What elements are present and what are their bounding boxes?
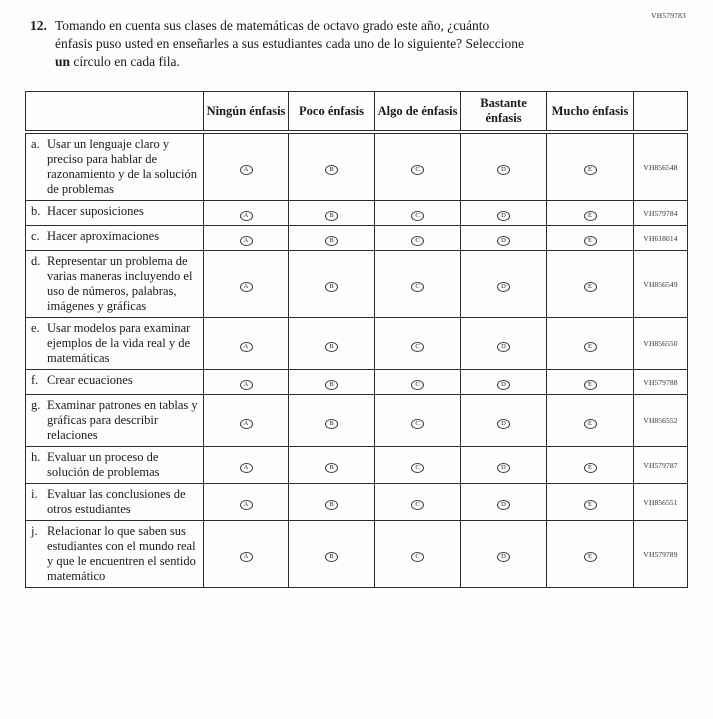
answer-bubble-b[interactable]: B [325, 419, 338, 429]
option-cell [289, 484, 375, 521]
option-cell [289, 370, 375, 395]
answer-bubble-e[interactable]: E [584, 236, 597, 246]
row-text: Relacionar lo que saben sus estudiantes con el mundo real y que le encuentren el sentido matemático [47, 524, 196, 583]
question-bold-word: un [55, 54, 71, 69]
option-cell [547, 318, 634, 370]
table-row [26, 395, 688, 447]
option-cell [547, 447, 634, 484]
option-cell [375, 395, 461, 447]
option-cell [375, 226, 461, 251]
option-cell [204, 370, 289, 395]
option-cell [375, 201, 461, 226]
header-poco-enfasis: Poco énfasis [289, 92, 375, 133]
question-number: 12. [30, 18, 47, 33]
option-cell [461, 318, 547, 370]
option-cell [204, 201, 289, 226]
option-cell [204, 251, 289, 318]
option-cell [204, 395, 289, 447]
answer-bubble-e[interactable]: E [584, 380, 597, 390]
table-row [26, 226, 688, 251]
table-body [26, 132, 688, 588]
answer-bubble-e[interactable]: E [584, 500, 597, 510]
table-row [26, 251, 688, 318]
header-empty-cell [26, 92, 204, 133]
option-cell [375, 484, 461, 521]
row-statement [26, 447, 204, 484]
answer-bubble-c[interactable]: C [411, 211, 424, 221]
row-text: Usar un lenguaje claro y preciso para hablar de razonamiento y de la solución de problemas [47, 137, 197, 196]
answer-bubble-e[interactable]: E [584, 342, 597, 352]
page-accession-code: VH579783 [651, 11, 686, 20]
answer-bubble-a[interactable]: A [240, 500, 253, 510]
row-letter: b. [31, 204, 41, 218]
option-cell [461, 395, 547, 447]
option-cell [289, 251, 375, 318]
option-cell [461, 447, 547, 484]
option-cell [289, 226, 375, 251]
answer-bubble-b[interactable]: B [325, 380, 338, 390]
question-text [55, 17, 524, 71]
row-statement [26, 251, 204, 318]
answer-bubble-d[interactable]: D [497, 419, 510, 429]
answer-bubble-b[interactable]: B [325, 165, 338, 175]
answer-bubble-b[interactable]: B [325, 211, 338, 221]
answer-bubble-a[interactable]: A [240, 463, 253, 473]
answer-bubble-a[interactable]: A [240, 165, 253, 175]
answer-bubble-c[interactable]: C [411, 236, 424, 246]
row-code: VH579788 [634, 370, 688, 395]
option-cell [461, 484, 547, 521]
row-text: Usar modelos para examinar ejemplos de la vida real y de matemáticas [47, 321, 191, 365]
answer-bubble-b[interactable]: B [325, 463, 338, 473]
option-cell [204, 521, 289, 588]
option-cell [547, 370, 634, 395]
option-cell [289, 447, 375, 484]
answer-bubble-e[interactable]: E [584, 211, 597, 221]
option-cell [289, 521, 375, 588]
table-row [26, 318, 688, 370]
answer-bubble-c[interactable]: C [411, 463, 424, 473]
table-row [26, 484, 688, 521]
option-cell [547, 132, 634, 201]
emphasis-matrix-table [25, 91, 688, 588]
option-cell [204, 447, 289, 484]
row-letter: f. [31, 373, 39, 387]
table-header-row [26, 92, 688, 133]
row-letter: d. [31, 254, 41, 268]
answer-bubble-a[interactable]: A [240, 552, 253, 562]
option-cell [461, 370, 547, 395]
answer-bubble-c[interactable]: C [411, 500, 424, 510]
row-text: Hacer suposiciones [47, 204, 144, 218]
question-line-3-rest: círculo en cada fila. [70, 54, 180, 69]
answer-bubble-d[interactable]: D [497, 500, 510, 510]
row-text: Representar un problema de varias maneras incluyendo el uso de números, palabras, imágenes y gráficas [47, 254, 193, 313]
row-statement [26, 484, 204, 521]
table-row [26, 370, 688, 395]
answer-bubble-b[interactable]: B [325, 552, 338, 562]
row-letter: i. [31, 487, 38, 501]
row-statement [26, 226, 204, 251]
option-cell [547, 521, 634, 588]
question-line-1: Tomando en cuenta sus clases de matemáticas de octavo grado este año, ¿cuánto [55, 18, 490, 33]
option-cell [547, 484, 634, 521]
row-text: Examinar patrones en tablas y gráficas para describir relaciones [47, 398, 198, 442]
header-bastante-enfasis: Bastante énfasis [461, 92, 547, 133]
answer-bubble-d[interactable]: D [497, 380, 510, 390]
option-cell [375, 132, 461, 201]
option-cell [289, 318, 375, 370]
header-ningun-enfasis: Ningún énfasis [204, 92, 289, 133]
option-cell [547, 395, 634, 447]
row-statement [26, 370, 204, 395]
answer-bubble-e[interactable]: E [584, 463, 597, 473]
answer-bubble-b[interactable]: B [325, 282, 338, 292]
answer-bubble-c[interactable]: C [411, 342, 424, 352]
option-cell [375, 251, 461, 318]
answer-bubble-c[interactable]: C [411, 552, 424, 562]
row-code: VH856549 [634, 251, 688, 318]
answer-bubble-a[interactable]: A [240, 211, 253, 221]
option-cell [204, 318, 289, 370]
row-code: VH618014 [634, 226, 688, 251]
question-line-3 [55, 53, 524, 71]
row-letter: a. [31, 137, 40, 151]
answer-bubble-d[interactable]: D [497, 211, 510, 221]
answer-bubble-c[interactable]: C [411, 419, 424, 429]
row-letter: j. [31, 524, 38, 538]
question-line-2: énfasis puso usted en enseñarles a sus estudiantes cada uno de lo siguiente? Seleccione [55, 36, 524, 51]
option-cell [461, 226, 547, 251]
option-cell [204, 226, 289, 251]
header-code-cell [634, 92, 688, 133]
answer-bubble-d[interactable]: D [497, 282, 510, 292]
answer-bubble-e[interactable]: E [584, 282, 597, 292]
option-cell [375, 370, 461, 395]
header-algo-de-enfasis: Algo de énfasis [375, 92, 461, 133]
option-cell [547, 251, 634, 318]
table-header [26, 92, 688, 133]
option-cell [461, 201, 547, 226]
answer-bubble-d[interactable]: D [497, 165, 510, 175]
option-cell [204, 484, 289, 521]
answer-bubble-d[interactable]: D [497, 463, 510, 473]
row-code: VH579789 [634, 521, 688, 588]
table-row [26, 447, 688, 484]
row-statement [26, 395, 204, 447]
row-text: Evaluar las conclusiones de otros estudiantes [47, 487, 186, 516]
table-row [26, 521, 688, 588]
row-statement [26, 132, 204, 201]
option-cell [375, 447, 461, 484]
row-text: Hacer aproximaciones [47, 229, 160, 243]
answer-bubble-c[interactable]: C [411, 165, 424, 175]
row-code: VH856548 [634, 132, 688, 201]
answer-bubble-c[interactable]: C [411, 380, 424, 390]
option-cell [461, 251, 547, 318]
option-cell [547, 226, 634, 251]
option-cell [375, 521, 461, 588]
row-code: VH579784 [634, 201, 688, 226]
table-row [26, 201, 688, 226]
row-code: VH579787 [634, 447, 688, 484]
row-letter: g. [31, 398, 41, 412]
answer-bubble-a[interactable]: A [240, 282, 253, 292]
answer-bubble-a[interactable]: A [240, 342, 253, 352]
row-letter: c. [31, 229, 40, 243]
row-letter: e. [31, 321, 40, 335]
answer-bubble-b[interactable]: B [325, 342, 338, 352]
table-row [26, 132, 688, 201]
answer-bubble-d[interactable]: D [497, 342, 510, 352]
option-cell [289, 395, 375, 447]
option-cell [547, 201, 634, 226]
row-statement [26, 521, 204, 588]
row-text: Evaluar un proceso de solución de problemas [47, 450, 160, 479]
answer-bubble-e[interactable]: E [584, 165, 597, 175]
answer-bubble-e[interactable]: E [584, 552, 597, 562]
answer-bubble-a[interactable]: A [240, 236, 253, 246]
option-cell [375, 318, 461, 370]
answer-bubble-d[interactable]: D [497, 236, 510, 246]
option-cell [461, 521, 547, 588]
row-text: Crear ecuaciones [47, 373, 133, 387]
answer-bubble-e[interactable]: E [584, 419, 597, 429]
row-code: VH856551 [634, 484, 688, 521]
option-cell [461, 132, 547, 201]
answer-bubble-a[interactable]: A [240, 380, 253, 390]
row-statement [26, 201, 204, 226]
answer-bubble-c[interactable]: C [411, 282, 424, 292]
answer-bubble-b[interactable]: B [325, 236, 338, 246]
answer-bubble-a[interactable]: A [240, 419, 253, 429]
option-cell [289, 201, 375, 226]
row-code: VH856550 [634, 318, 688, 370]
row-statement [26, 318, 204, 370]
answer-bubble-d[interactable]: D [497, 552, 510, 562]
question-block [0, 0, 713, 71]
header-mucho-enfasis: Mucho énfasis [547, 92, 634, 133]
option-cell [289, 132, 375, 201]
answer-bubble-b[interactable]: B [325, 500, 338, 510]
row-letter: h. [31, 450, 41, 464]
option-cell [204, 132, 289, 201]
row-code: VH856552 [634, 395, 688, 447]
